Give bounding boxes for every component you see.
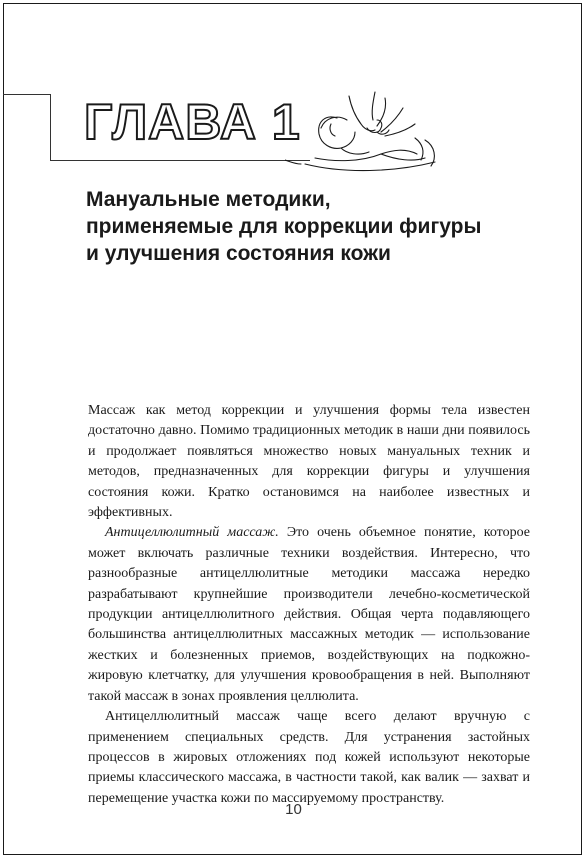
chapter-title xyxy=(86,186,546,267)
term-anticellulite-massage: Антицеллюлитный массаж. xyxy=(105,525,279,541)
chapter-rule-bottom xyxy=(50,160,310,161)
chapter-title-line-1: Мануальные методики, xyxy=(86,188,331,211)
paragraph-anticellulite xyxy=(88,523,530,707)
chapter-title-line-3: и улучшения состояния кожи xyxy=(86,242,391,265)
paragraph-intro: Массаж как метод коррекции и улучшения формы тела известен достаточно давно. Помимо традиционных методик в наши дни появилось и продолжает появляться множество новых мануальных техник и методов, предназначенных для коррекции фигуры и улучшения состояния кожи. Кратко остановимся на наиболее известных и эффективных. xyxy=(88,403,530,521)
massage-line-art-icon xyxy=(285,88,455,188)
chapter-rule-vertical xyxy=(50,94,51,161)
chapter-title-line-2: применяемые для коррекции фигуры xyxy=(86,215,482,238)
paragraph-manual-technique: Антицеллюлитный массаж чаще всего делают вручную с применением специальных средств. Для устранения застойных процессов в жировых отложениях под кожей используют некоторые приемы классического массажа, в частности такой, как валик — захват и перемещение участка кожи по массируемому пространству. xyxy=(88,709,530,806)
page-number: 10 xyxy=(285,801,302,818)
paragraph-anticellulite-text: Это очень объемное понятие, которое может включать различные техники воздействия. Интересно, что разнообразные антицеллюлитные методики массажа нередко разрабатывают крупнейшие производители лечебно-косметической продукции антицеллюлитного действия. Общая черта подавляющего большинства антицеллюлитных массажных методик — использование жестких и болезненных приемов, воздействующих на подкожно-жировую клетчатку, для улучшения кровообращения в ней. Выполняют такой массаж в зонах проявления целлюлита. xyxy=(88,525,531,704)
chapter-rule-top xyxy=(3,94,50,95)
chapter-heading: ГЛАВА 1 xyxy=(84,94,301,150)
body-text xyxy=(88,401,530,809)
